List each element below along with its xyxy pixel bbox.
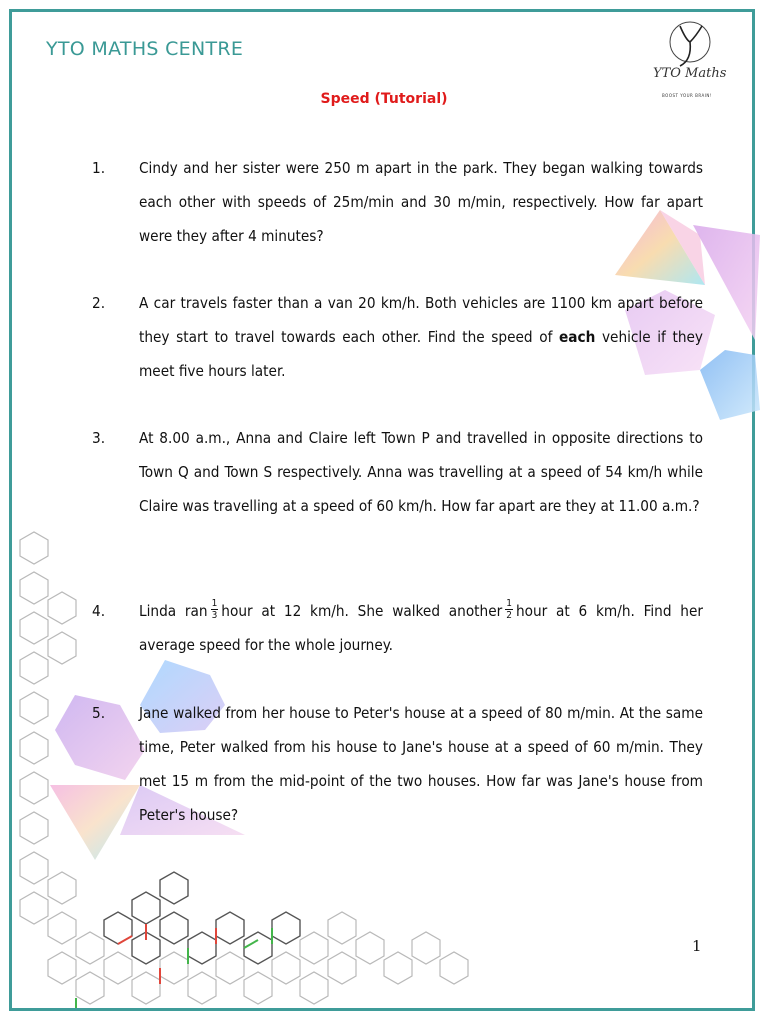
document-title: Speed (Tutorial) (320, 91, 448, 107)
question-text: Cindy and her sister were 250 m apart in the park. They began walking towards each other with speeds of 25m/min and 30 m/min, respectively. How far apart were they after 4 minutes? (139, 159, 703, 245)
question-1 (92, 151, 703, 253)
page-number: 1 (692, 937, 702, 955)
question-number: 1. (92, 159, 106, 177)
question-4 (92, 594, 703, 662)
question-3 (92, 421, 703, 523)
question-number: 5. (92, 704, 106, 722)
fraction-one-half: $\frac{1}{2}$ (506, 598, 512, 621)
question-text: At 8.00 a.m., Anna and Claire left Town P and travelled in opposite directions to Town Q and Town S respectively. Anna was travelling at a speed of 54 km/h while Claire was travelling at a speed of 60 km/h. How far apart are they at 11.00 a.m.? (139, 429, 703, 515)
question-text: Linda ran $\frac{1}{3}$ hour at 12 km/h. She walked another $\frac{1}{2}$ hour at 6 km/h. Find her average speed for the whole journey. (139, 598, 703, 654)
question-text: Jane walked from her house to Peter's house at a speed of 80 m/min. At the same time, Peter walked from his house to Jane's house at a speed of 60 m/min. They met 15 m from the mid-point of the two houses. How far was Jane's house from Peter's house? (139, 704, 703, 824)
question-2 (92, 286, 703, 388)
centre-name: YTO MATHS CENTRE (46, 38, 244, 60)
emphasis-each: each (559, 328, 596, 346)
fraction-one-third: $\frac{1}{3}$ (211, 598, 218, 621)
logo-tagline: BOOST YOUR BRAIN! (662, 93, 712, 98)
question-5 (92, 696, 703, 832)
logo-emblem-icon (650, 18, 730, 102)
question-text: A car travels faster than a van 20 km/h. Both vehicles are 1100 km apart before they start to travel towards each other. Find the speed of each vehicle if they meet five hours later. (139, 294, 703, 380)
logo-text: YTO Maths (653, 66, 727, 81)
question-number: 2. (92, 294, 106, 312)
question-number: 4. (92, 602, 106, 620)
question-number: 3. (92, 429, 106, 447)
